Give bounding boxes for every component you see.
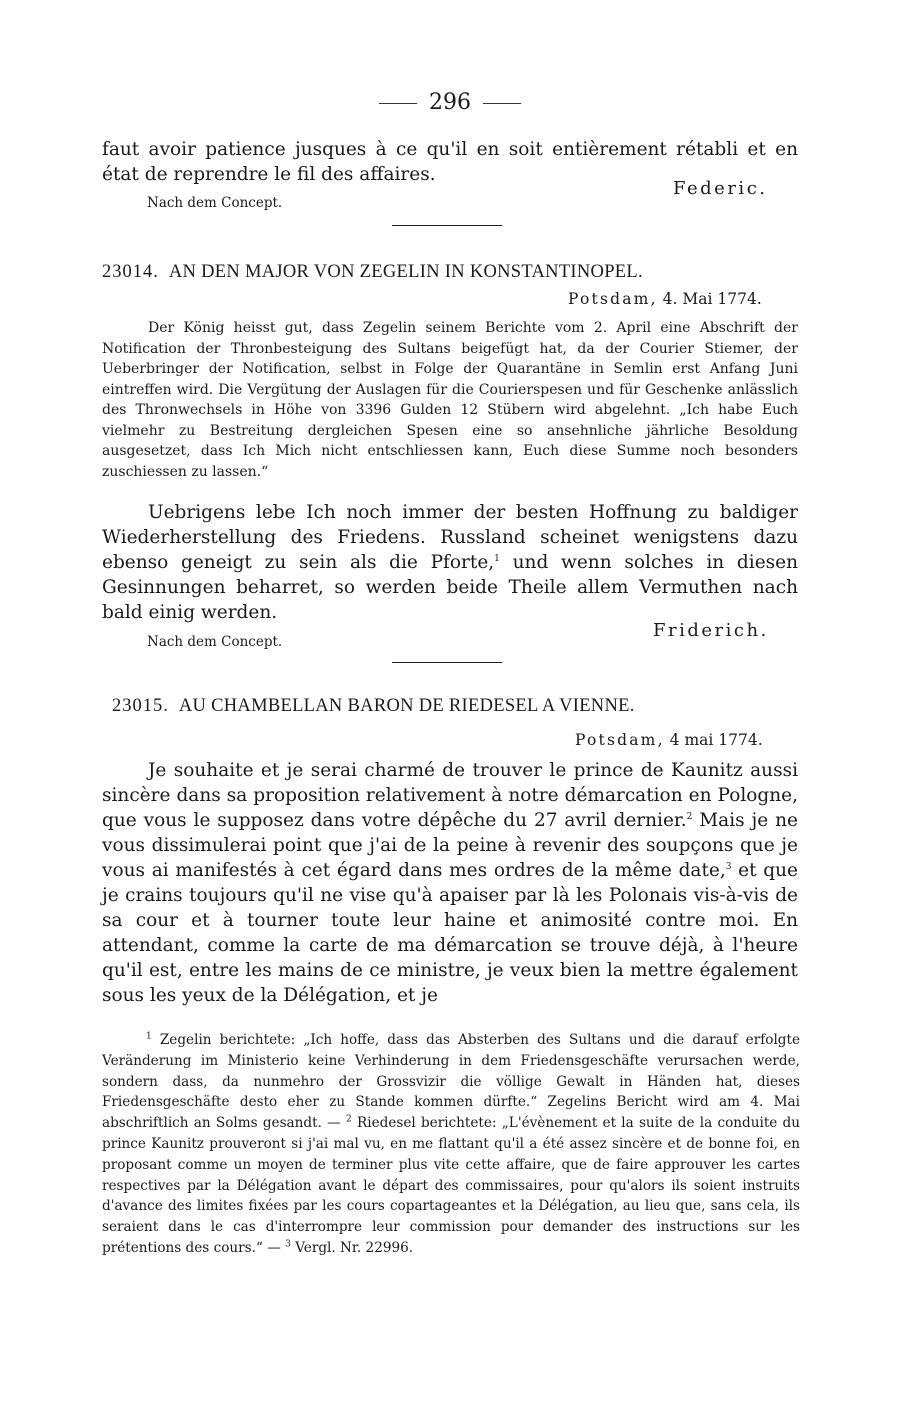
footnote-2-mark: 2 xyxy=(346,1114,352,1125)
letter-23014-date: 4. Mai 1774. xyxy=(662,290,762,308)
letter-23015-title: AU CHAMBELLAN BARON DE RIEDESEL A VIENNE. xyxy=(178,696,635,716)
letter-23014-number: 23014. xyxy=(102,262,159,282)
footnote-3-mark: 3 xyxy=(285,1239,291,1250)
footnote-ref-2: 2 xyxy=(686,811,693,822)
footnote-ref-3: 3 xyxy=(725,861,732,872)
section-divider-2 xyxy=(392,662,502,663)
footnote-1-text: Zegelin berichtete: „Ich hoffe, dass das Absterben des Sultans und die darauf erfolgte Veränderung im Ministerio keine Verhinderung in dem Friedensgeschäfte verursachen werde, sondern dass, da nunmehro der Grossvizir die völlige Gewalt in Händen hat, dieses Friedensgeschäfte desto eher zu Stande kommen dürfte.“ Zegelins Bericht wird am 4. Mai abschriftlich an Solms gesandt. — xyxy=(102,1032,800,1132)
footnote-ref-1: 1 xyxy=(494,553,500,564)
letter-23015-date: 4 mai 1774. xyxy=(669,731,763,749)
page-number-dash-right xyxy=(483,103,521,104)
letter-23015-body-a: Je souhaite et je serai charmé de trouver le prince de Kaunitz aussi sincère dans sa proposition relativement à notre démarcation en Pologne, que vous le supposez dans votre dépêche du 27 avril dernier. xyxy=(102,760,798,831)
letter-23014-body-b: und wenn solches in diesen Gesinnungen beharret, so werden beide Theile allem Vermuthen nach bald einig werden. xyxy=(102,552,798,623)
footnote-1-mark: 1 xyxy=(146,1031,152,1042)
letter-23014-dateline xyxy=(568,290,762,308)
page-number xyxy=(0,90,900,115)
intro-source-note: Nach dem Concept. xyxy=(147,195,283,211)
footnotes xyxy=(102,1030,800,1259)
letter-23014-summary: Der König heisst gut, dass Zegelin seinem Berichte vom 2. April eine Abschrift der Notification der Thronbesteigung des Sultans beigefügt hat, da der Courier Stiemer, der Ueberbringer der Notification, selbst in Folge der Quarantäne in Semlin erst Anfang Juni eintreffen wird. Die Vergütung der Auslagen für die Courierspesen und für Geschenke anlässlich des Thronwechsels in Höhe von 3396 Gulden 12 Stübern wird abgelehnt. „Ich habe Euch vielmehr zu Bestreitung dergleichen Spesen eine so ansehnliche jährliche Besoldung ausgesetzet, dass Ich Mich nicht entschliessen kann, Euch diese Summe noch besonders zuschiessen zu lassen.“ xyxy=(102,320,798,480)
intro-text: faut avoir patience jusques à ce qu'il en soit entièrement rétabli et en état de reprendre le fil des affaires. xyxy=(102,139,798,185)
letter-23015-body-paragraph xyxy=(102,758,798,1008)
page-number-dash-left xyxy=(379,103,417,104)
footnote-2-text: Riedesel berichtete: „L'évènement et la suite de la conduite du prince Kaunitz prouveront si j'ai mal vu, en me flattant qu'il a été assez sincère et de bonne foi, en proposant comme un moyen de terminer plus vite cette affaire, que de faire approuver les cartes respectives par la Délégation avant le départ des commissaires, pour qu'alors ils soient instruits d'avance des limites fixées par les cours copartageantes et la Délégation, au lieu que, sans cela, ils seraient dans le cas d'interrompre leur commission pour demander des instructions sur les prétentions des cours.“ — xyxy=(102,1115,801,1256)
section-divider-1 xyxy=(392,225,502,226)
footnote-3-text: Vergl. Nr. 22996. xyxy=(295,1239,414,1256)
letter-23015-body xyxy=(102,758,798,1008)
letter-23014-signature: Friderich. xyxy=(653,620,769,641)
letter-23014-heading xyxy=(102,262,802,283)
intro-signature: Federic. xyxy=(673,178,768,199)
letter-23015-number: 23015. xyxy=(112,696,169,716)
letter-23014-body xyxy=(102,500,798,625)
letter-23014-source-note: Nach dem Concept. xyxy=(147,634,283,650)
letter-23015-body-c: et que je crains toujours qu'il ne vise qu'à apaiser par là les Polonais vis-à-vis de sa cour et à tourner toute leur haine et animosité contre moi. En attendant, comme la carte de ma démarcation se trouve déjà, à l'heure qu'il est, entre les mains de ce ministre, je veux bien la mettre également sous les yeux de la Délégation, et je xyxy=(102,860,798,1006)
letter-23015-place: Potsdam, xyxy=(575,731,665,749)
letter-23014-body-a: Uebrigens lebe Ich noch immer der besten Hoffnung zu baldiger Wiederherstellung des Friedens. Russland scheinet wenigstens dazu ebenso geneigt zu sein als die Pforte, xyxy=(102,502,798,573)
letter-23015-heading xyxy=(112,696,812,717)
page-number-value: 296 xyxy=(429,90,471,115)
letter-23014-place: Potsdam, xyxy=(568,290,658,308)
letter-23015-body-b: Mais je ne vous dissimulerai point que j'ai de la peine à revenir des soupçons que je vous ai manifestés à cet égard dans mes ordres de la même date, xyxy=(102,810,798,881)
letter-23014-body-paragraph xyxy=(102,500,798,625)
letter-23015-dateline xyxy=(575,731,763,749)
letter-23014-title: AN DEN MAJOR VON ZEGELIN IN KONSTANTINOPEL. xyxy=(168,262,643,282)
